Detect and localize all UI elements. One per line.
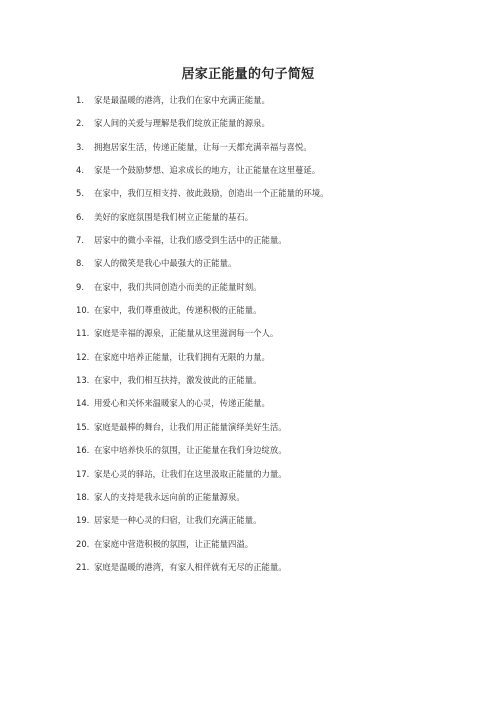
list-item-number: 10.	[76, 305, 90, 316]
list-item-text: 居家中的微小幸福，让我们感受到生活中的正能量。	[94, 235, 287, 246]
list-item-text: 在家庭中培养正能量，让我们拥有无限的力量。	[94, 351, 270, 362]
list-item	[76, 187, 476, 210]
list-item	[76, 141, 476, 164]
list-item-text: 美好的家庭氛围是我们树立正能量的基石。	[94, 211, 254, 222]
list-item-number: 20.	[76, 538, 90, 549]
list-item-number: 3.	[76, 141, 84, 152]
list-item	[76, 561, 476, 584]
list-item-text: 在家中培养快乐的氛围，让正能量在我们身边绽放。	[94, 445, 287, 456]
list-item	[76, 374, 476, 397]
list-item-number: 16.	[76, 445, 90, 456]
list-item	[76, 444, 476, 467]
list-item-number: 19.	[76, 515, 90, 526]
list-item	[76, 304, 476, 327]
list-item-number: 2.	[76, 118, 84, 129]
list-item-number: 5.	[76, 188, 84, 199]
list-item	[76, 491, 476, 514]
list-item-number: 21.	[76, 561, 90, 572]
list-item-number: 15.	[76, 421, 90, 432]
list-item-text: 家庭是最棒的舞台，让我们用正能量演绎美好生活。	[94, 421, 287, 432]
list-item	[76, 538, 476, 561]
list-item-text: 居家是一种心灵的归宿，让我们充满正能量。	[94, 515, 262, 526]
list-item	[76, 234, 476, 257]
list-item-number: 8.	[76, 258, 84, 269]
list-item-text: 在家庭中营造积极的氛围，让正能量四溢。	[94, 538, 254, 549]
list-item-number: 13.	[76, 375, 90, 386]
list-item-number: 7.	[76, 235, 84, 246]
list-item-text: 家是心灵的驿站，让我们在这里汲取正能量的力量。	[94, 468, 287, 479]
list-item	[76, 468, 476, 491]
list-item-text: 家庭是幸福的源泉，正能量从这里滋润每一个人。	[94, 328, 279, 339]
list-item-number: 17.	[76, 468, 90, 479]
list-item	[76, 351, 476, 374]
list-item-text: 在家中，我们共同创造小而美的正能量时刻。	[94, 281, 262, 292]
list-item-number: 6.	[76, 211, 84, 222]
list-item-text: 家人的支持是我永远向前的正能量源泉。	[94, 491, 245, 502]
list-item	[76, 117, 476, 140]
list-item	[76, 327, 476, 350]
list-item-text: 拥抱居家生活，传递正能量，让每一天都充满幸福与喜悦。	[94, 141, 312, 152]
sentence-list	[76, 94, 476, 584]
list-item-text: 家人间的关爱与理解是我们绽放正能量的源泉。	[94, 118, 270, 129]
list-item	[76, 94, 476, 117]
list-item	[76, 281, 476, 304]
list-item-text: 家是一个鼓励梦想、追求成长的地方，让正能量在这里蔓延。	[94, 165, 321, 176]
list-item-text: 家庭是温暖的港湾，有家人相伴就有无尽的正能量。	[94, 561, 287, 572]
list-item-text: 在家中，我们尊重彼此，传递积极的正能量。	[94, 305, 262, 316]
list-item-number: 18.	[76, 491, 90, 502]
list-item	[76, 211, 476, 234]
list-item-text: 家是最温暖的港湾，让我们在家中充满正能量。	[94, 95, 270, 105]
list-item-text: 用爱心和关怀来温暖家人的心灵，传递正能量。	[94, 398, 270, 409]
list-item	[76, 421, 476, 444]
list-item-number: 11.	[76, 328, 90, 339]
list-item-number: 9.	[76, 281, 84, 292]
list-item-number: 1.	[76, 95, 84, 105]
list-item	[76, 257, 476, 280]
list-item-number: 4.	[76, 165, 84, 176]
list-item	[76, 397, 476, 420]
list-item-text: 家人的微笑是我心中最强大的正能量。	[94, 258, 237, 269]
list-item	[76, 164, 476, 187]
list-item-text: 在家中，我们相互扶持，激发彼此的正能量。	[94, 375, 262, 386]
document-title: 居家正能量的句子简短	[181, 67, 315, 82]
list-item-number: 14.	[76, 398, 90, 409]
list-item-number: 12.	[76, 351, 90, 362]
list-item-text: 在家中，我们互相支持、彼此鼓励，创造出一个正能量的环境。	[94, 188, 329, 199]
list-item	[76, 514, 476, 537]
